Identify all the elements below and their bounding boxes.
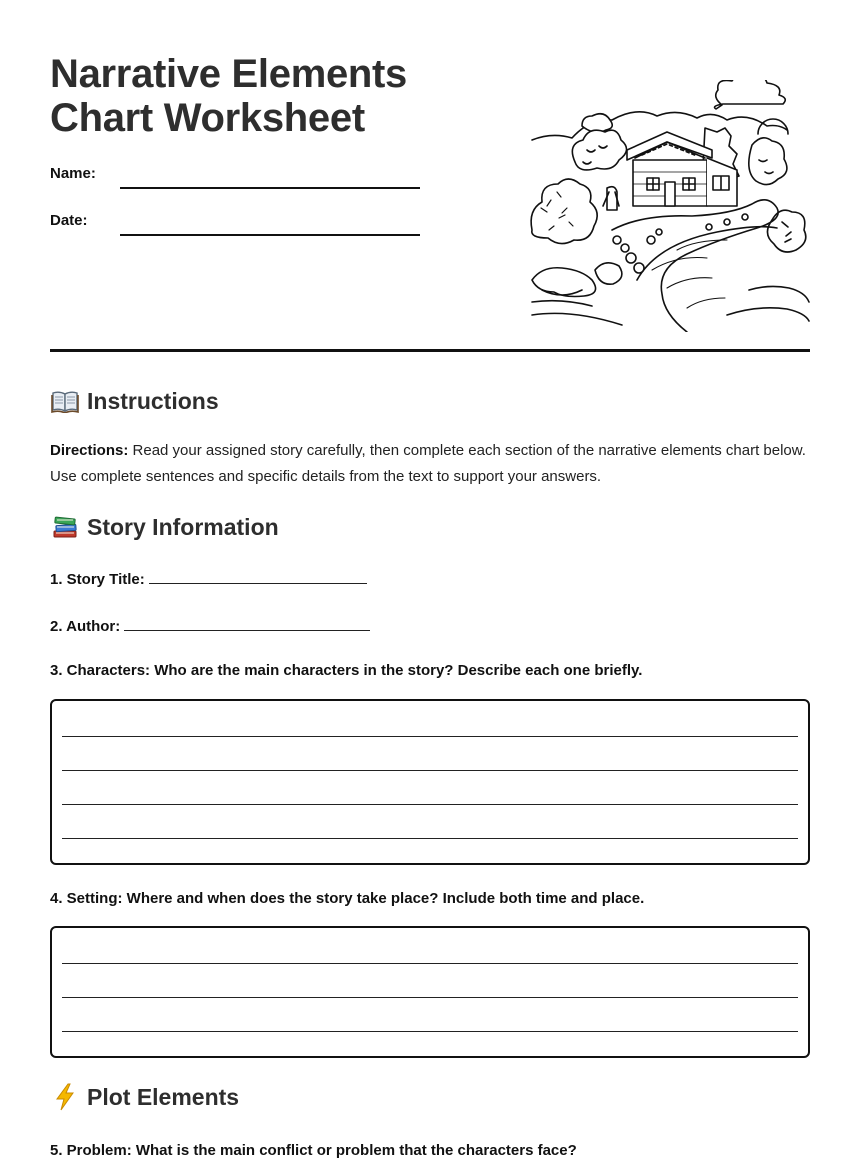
author-blank[interactable] [124, 618, 370, 631]
name-label: Name: [50, 165, 96, 182]
question-setting: 4. Setting: Where and when does the story take place? Include both time and place. [50, 890, 645, 907]
cottage-landscape-illustration [527, 80, 812, 332]
page-title [50, 52, 407, 140]
name-field[interactable] [50, 165, 420, 187]
characters-answer-box[interactable] [50, 699, 810, 865]
lightning-bolt-icon [50, 1083, 80, 1111]
question-characters: 3. Characters: Who are the main characters in the story? Describe each one briefly. [50, 662, 643, 679]
story-title-blank[interactable] [149, 571, 367, 584]
writing-line [62, 736, 798, 737]
writing-line [62, 770, 798, 771]
writing-line [62, 838, 798, 839]
question-story-title [50, 571, 367, 588]
writing-line [62, 1031, 798, 1032]
directions-text: Read your assigned story carefully, then complete each section of the narrative elements chart below. Use complete sentences and specific details from the text to support your answers. [50, 442, 806, 485]
instructions-heading [50, 387, 219, 415]
writing-line [62, 997, 798, 998]
instructions-heading-text: Instructions [87, 387, 219, 414]
question-author [50, 618, 370, 635]
story-information-heading [50, 513, 279, 541]
plot-elements-heading-text: Plot Elements [87, 1083, 240, 1110]
date-field[interactable] [50, 212, 420, 234]
header-divider [50, 349, 810, 352]
stack-of-books-icon [50, 513, 80, 541]
directions-paragraph [50, 438, 810, 490]
writing-line [62, 804, 798, 805]
setting-answer-box[interactable] [50, 926, 810, 1058]
plot-elements-heading [50, 1083, 239, 1111]
story-information-heading-text: Story Information [87, 513, 279, 540]
title-line-1: Narrative Elements [50, 52, 408, 96]
title-line-2: Chart Worksheet [50, 96, 365, 140]
author-label: 2. Author: [50, 618, 121, 635]
question-problem: 5. Problem: What is the main conflict or problem that the characters face? [50, 1142, 577, 1159]
date-blank-line[interactable] [120, 234, 420, 236]
date-label: Date: [50, 212, 88, 229]
directions-label: Directions: [50, 442, 129, 459]
writing-line [62, 963, 798, 964]
story-title-label: 1. Story Title: [50, 571, 145, 588]
name-blank-line[interactable] [120, 187, 420, 189]
open-book-icon [50, 387, 80, 415]
